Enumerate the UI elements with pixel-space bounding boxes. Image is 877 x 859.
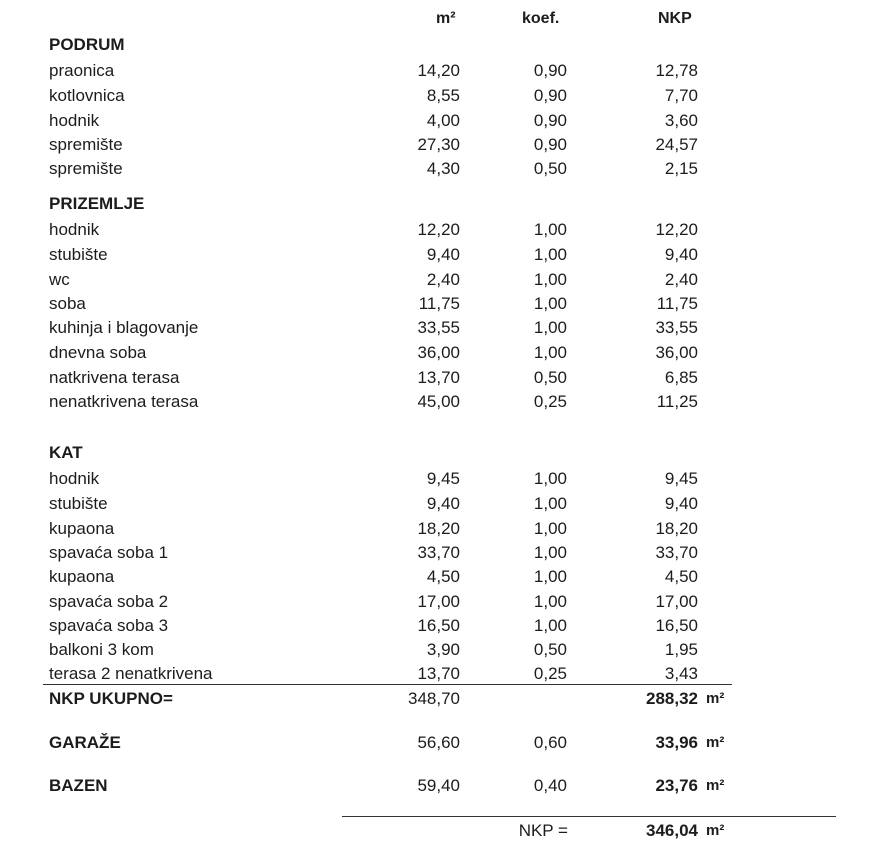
area-value: 4,30 <box>426 159 460 178</box>
coef-value: 0,90 <box>533 135 567 154</box>
room-name: spavaća soba 2 <box>49 592 169 611</box>
pool-row <box>0 776 877 800</box>
area-value: 18,20 <box>417 519 460 538</box>
coef-value: 0,50 <box>533 159 567 178</box>
pool-coef: 0,40 <box>533 776 567 795</box>
room-name: dnevna soba <box>49 343 147 362</box>
coef-value: 1,00 <box>533 220 567 239</box>
garage-row <box>0 733 877 757</box>
coef-value: 1,00 <box>533 494 567 513</box>
coef-value: 0,90 <box>533 111 567 130</box>
nkp-value: 3,43 <box>664 664 698 683</box>
table-row <box>0 245 877 269</box>
coef-value: 1,00 <box>533 616 567 635</box>
total-label: NKP = <box>518 821 568 840</box>
area-value: 17,00 <box>417 592 460 611</box>
room-name: kotlovnica <box>49 86 125 105</box>
table-row <box>0 592 877 616</box>
garage-area: 56,60 <box>417 733 460 752</box>
table-row <box>0 616 877 640</box>
coef-value: 1,00 <box>533 567 567 586</box>
subtotal-nkp: 288,32 <box>646 689 698 708</box>
room-name: wc <box>49 270 70 289</box>
table-row <box>0 640 877 664</box>
total-row <box>0 821 877 845</box>
table-row <box>0 567 877 591</box>
pool-label: BAZEN <box>49 776 108 795</box>
area-value: 45,00 <box>417 392 460 411</box>
room-name: kupaona <box>49 567 115 586</box>
subtotal-divider <box>43 684 732 685</box>
coef-value: 1,00 <box>533 270 567 289</box>
coef-value: 0,90 <box>533 61 567 80</box>
nkp-value: 36,00 <box>655 343 698 362</box>
section-kat <box>0 443 877 467</box>
coef-value: 1,00 <box>533 294 567 313</box>
nkp-value: 7,70 <box>664 86 698 105</box>
nkp-value: 9,40 <box>664 245 698 264</box>
nkp-value: 12,78 <box>655 61 698 80</box>
coef-value: 0,50 <box>533 368 567 387</box>
subtotal-label: NKP UKUPNO= <box>49 689 173 708</box>
subtotal-unit: m² <box>706 690 725 707</box>
nkp-value: 33,70 <box>655 543 698 562</box>
nkp-value: 4,50 <box>664 567 698 586</box>
coef-value: 1,00 <box>533 318 567 337</box>
table-row <box>0 392 877 416</box>
area-value: 36,00 <box>417 343 460 362</box>
room-name: spremište <box>49 159 123 178</box>
table-row <box>0 159 877 183</box>
nkp-value: 3,60 <box>664 111 698 130</box>
nkp-value: 2,40 <box>664 270 698 289</box>
table-row <box>0 86 877 110</box>
room-name: kupaona <box>49 519 115 538</box>
section-title: PRIZEMLJE <box>49 194 145 213</box>
total-unit: m² <box>706 822 725 839</box>
table-row <box>0 368 877 392</box>
area-value: 9,40 <box>426 494 460 513</box>
garage-label: GARAŽE <box>49 733 121 752</box>
coef-value: 0,90 <box>533 86 567 105</box>
nkp-value: 16,50 <box>655 616 698 635</box>
area-value: 16,50 <box>417 616 460 635</box>
subtotal-area: 348,70 <box>408 689 460 708</box>
area-value: 3,90 <box>426 640 460 659</box>
total-divider <box>342 816 836 817</box>
coef-value: 0,25 <box>533 664 567 683</box>
room-name: stubište <box>49 245 108 264</box>
header-nkp: NKP <box>658 10 692 27</box>
room-name: terasa 2 nenatkrivena <box>49 664 213 683</box>
garage-unit: m² <box>706 734 725 751</box>
nkp-value: 9,40 <box>664 494 698 513</box>
area-value: 13,70 <box>417 368 460 387</box>
area-value: 11,75 <box>418 294 460 313</box>
room-name: stubište <box>49 494 108 513</box>
room-name: soba <box>49 294 86 313</box>
area-value: 13,70 <box>417 664 460 683</box>
nkp-value: 17,00 <box>655 592 698 611</box>
area-value: 12,20 <box>417 220 460 239</box>
garage-coef: 0,60 <box>533 733 567 752</box>
header-koef: koef. <box>522 10 560 27</box>
table-row <box>0 519 877 543</box>
nkp-value: 11,25 <box>656 392 698 411</box>
room-name: hodnik <box>49 111 100 130</box>
area-value: 4,00 <box>426 111 460 130</box>
nkp-value: 6,85 <box>664 368 698 387</box>
section-title: KAT <box>49 443 83 462</box>
room-name: spavaća soba 1 <box>49 543 169 562</box>
nkp-value: 12,20 <box>655 220 698 239</box>
coef-value: 1,00 <box>533 469 567 488</box>
section-prizemlje <box>0 194 877 218</box>
area-value: 4,50 <box>426 567 460 586</box>
nkp-value: 1,95 <box>664 640 698 659</box>
table-row <box>0 543 877 567</box>
coef-value: 1,00 <box>533 343 567 362</box>
area-value: 33,70 <box>417 543 460 562</box>
coef-value: 0,50 <box>533 640 567 659</box>
coef-value: 1,00 <box>533 519 567 538</box>
subtotal-row <box>0 689 877 713</box>
room-name: kuhinja i blagovanje <box>49 318 199 337</box>
room-name: spavaća soba 3 <box>49 616 169 635</box>
header-m2: m² <box>436 10 456 27</box>
area-value: 8,55 <box>426 86 460 105</box>
room-name: hodnik <box>49 220 100 239</box>
table-row <box>0 469 877 493</box>
nkp-value: 11,75 <box>656 294 698 313</box>
garage-nkp: 33,96 <box>655 733 698 752</box>
area-value: 9,45 <box>426 469 460 488</box>
table-row <box>0 343 877 367</box>
nkp-value: 24,57 <box>655 135 698 154</box>
section-title: PODRUM <box>49 35 125 54</box>
table-row <box>0 220 877 244</box>
table-row <box>0 318 877 342</box>
room-name: natkrivena terasa <box>49 368 180 387</box>
room-name: nenatkrivena terasa <box>49 392 199 411</box>
coef-value: 0,25 <box>533 392 567 411</box>
pool-nkp: 23,76 <box>655 776 698 795</box>
room-name: spremište <box>49 135 123 154</box>
nkp-value: 33,55 <box>655 318 698 337</box>
table-row <box>0 294 877 318</box>
area-value: 27,30 <box>417 135 460 154</box>
coef-value: 1,00 <box>533 245 567 264</box>
nkp-value: 9,45 <box>664 469 698 488</box>
pool-area: 59,40 <box>417 776 460 795</box>
room-name: praonica <box>49 61 115 80</box>
area-value: 2,40 <box>426 270 460 289</box>
pool-unit: m² <box>706 777 725 794</box>
total-nkp: 346,04 <box>646 821 698 840</box>
coef-value: 1,00 <box>533 592 567 611</box>
section-podrum <box>0 35 877 59</box>
table-row <box>0 135 877 159</box>
area-value: 33,55 <box>417 318 460 337</box>
table-row <box>0 111 877 135</box>
area-value: 9,40 <box>426 245 460 264</box>
nkp-value: 18,20 <box>655 519 698 538</box>
nkp-value: 2,15 <box>664 159 698 178</box>
table-row <box>0 494 877 518</box>
coef-value: 1,00 <box>533 543 567 562</box>
table-row <box>0 270 877 294</box>
room-name: hodnik <box>49 469 100 488</box>
table-row <box>0 61 877 85</box>
room-name: balkoni 3 kom <box>49 640 154 659</box>
area-value: 14,20 <box>417 61 460 80</box>
